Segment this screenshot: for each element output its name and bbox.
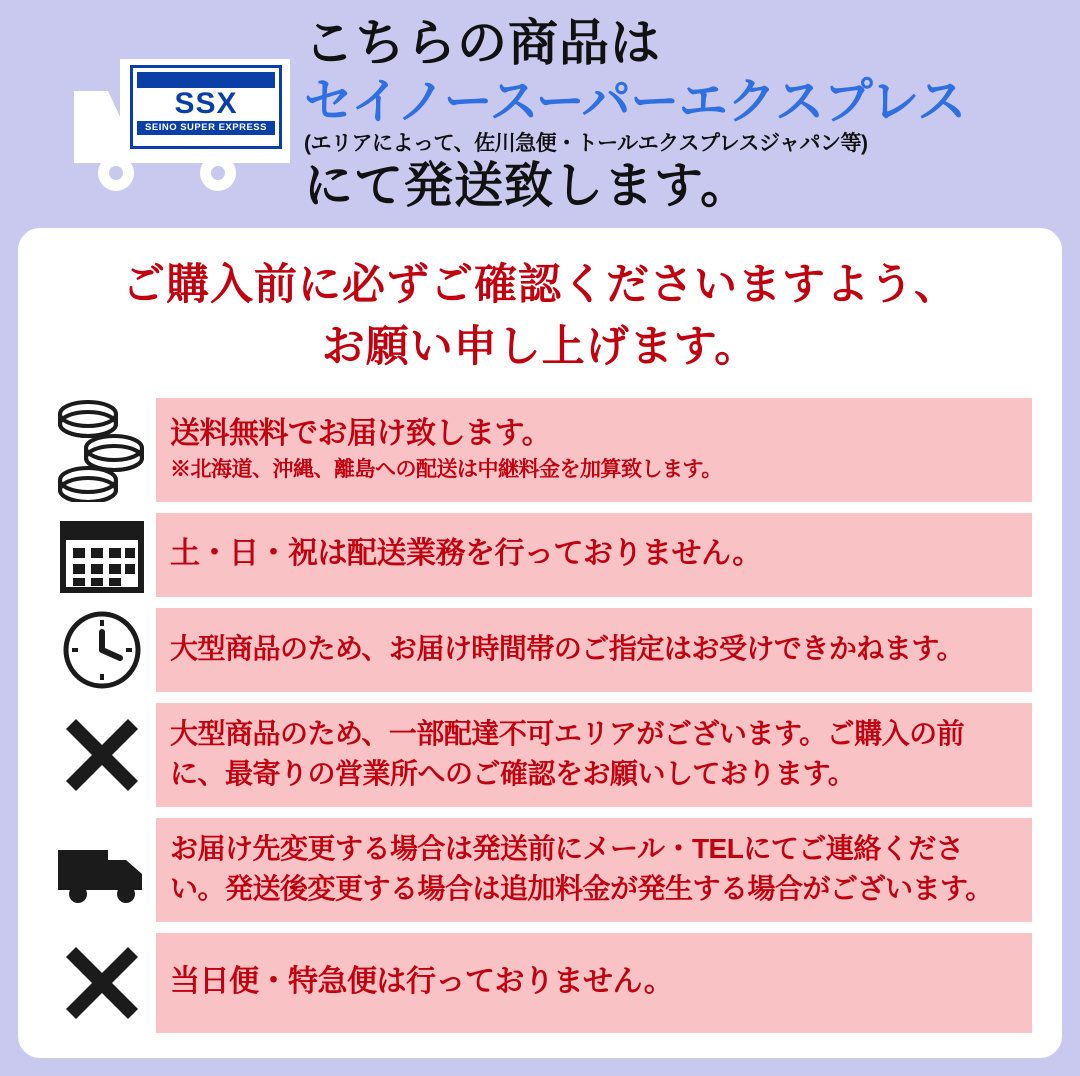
clock-icon	[60, 608, 144, 692]
notice-heading-line-2: お願い申し上げます。	[321, 323, 759, 371]
row-icon-wrap	[48, 513, 156, 597]
notice-row	[48, 513, 1032, 597]
header-line-1: こちらの商品は	[304, 15, 661, 71]
ssx-badge-word: SSX	[174, 87, 238, 120]
row-icon-wrap	[48, 703, 156, 807]
notice-row	[48, 398, 1032, 502]
notice-heading	[48, 254, 1032, 378]
notice-row	[48, 608, 1032, 692]
row-text-wrap	[156, 818, 1032, 922]
header-line-2-carrier: セイノースーパーエクスプレス	[304, 75, 966, 129]
row-main-text: お届け先変更する場合は発送前にメール・TELにてご連絡ください。発送後変更する場合は追加料金が発生する場合がございます。	[170, 833, 993, 904]
row-main-text: 当日便・特急便は行っておりません。	[170, 965, 674, 998]
ssx-badge-top-bar	[137, 72, 275, 88]
header-line-3-note: (エリアによって、佐川急便・トールエクスプレスジャパン等)	[304, 132, 868, 155]
row-text-wrap	[156, 513, 1032, 597]
notice-heading-line-1: ご購入前に必ずご確認くださいますよう、	[122, 261, 958, 309]
row-text-wrap	[156, 398, 1032, 502]
row-main-text: 大型商品のため、お届け時間帯のご指定はお受けできかねます。	[170, 633, 965, 664]
header-line-4: にて発送致します。	[304, 159, 751, 213]
cross-mark-icon	[62, 715, 142, 795]
row-text-wrap	[156, 933, 1032, 1033]
row-icon-wrap	[48, 398, 156, 502]
calendar-icon	[59, 516, 145, 594]
row-text-wrap	[156, 608, 1032, 692]
truck-icon	[56, 834, 148, 906]
header-text-block	[298, 13, 1066, 215]
ssx-badge	[130, 65, 282, 149]
notice-row	[48, 818, 1032, 922]
notice-row	[48, 933, 1032, 1033]
row-main-text: 土・日・祝は配送業務を行っておりません。	[170, 537, 762, 570]
notice-row	[48, 703, 1032, 807]
row-icon-wrap	[48, 818, 156, 922]
row-icon-wrap	[48, 933, 156, 1033]
row-sub-text: ※北海道、沖縄、離島への配送は中継料金を加算致します。	[170, 458, 722, 481]
row-text-wrap	[156, 703, 1032, 807]
seino-truck-logo	[68, 37, 298, 197]
notice-card	[18, 228, 1062, 1058]
notice-rows	[48, 398, 1032, 1033]
row-main-text: 送料無料でお届け致します。	[170, 417, 552, 450]
cross-mark-icon	[62, 943, 142, 1023]
coins-stack-icon	[54, 398, 150, 502]
header	[0, 0, 1080, 228]
ssx-badge-subtitle: SEINO SUPER EXPRESS	[137, 121, 275, 135]
row-icon-wrap	[48, 608, 156, 692]
row-main-text: 大型商品のため、一部配達不可エリアがございます。ご購入の前に、最寄りの営業所へのご確認をお願いしております。	[170, 718, 965, 789]
